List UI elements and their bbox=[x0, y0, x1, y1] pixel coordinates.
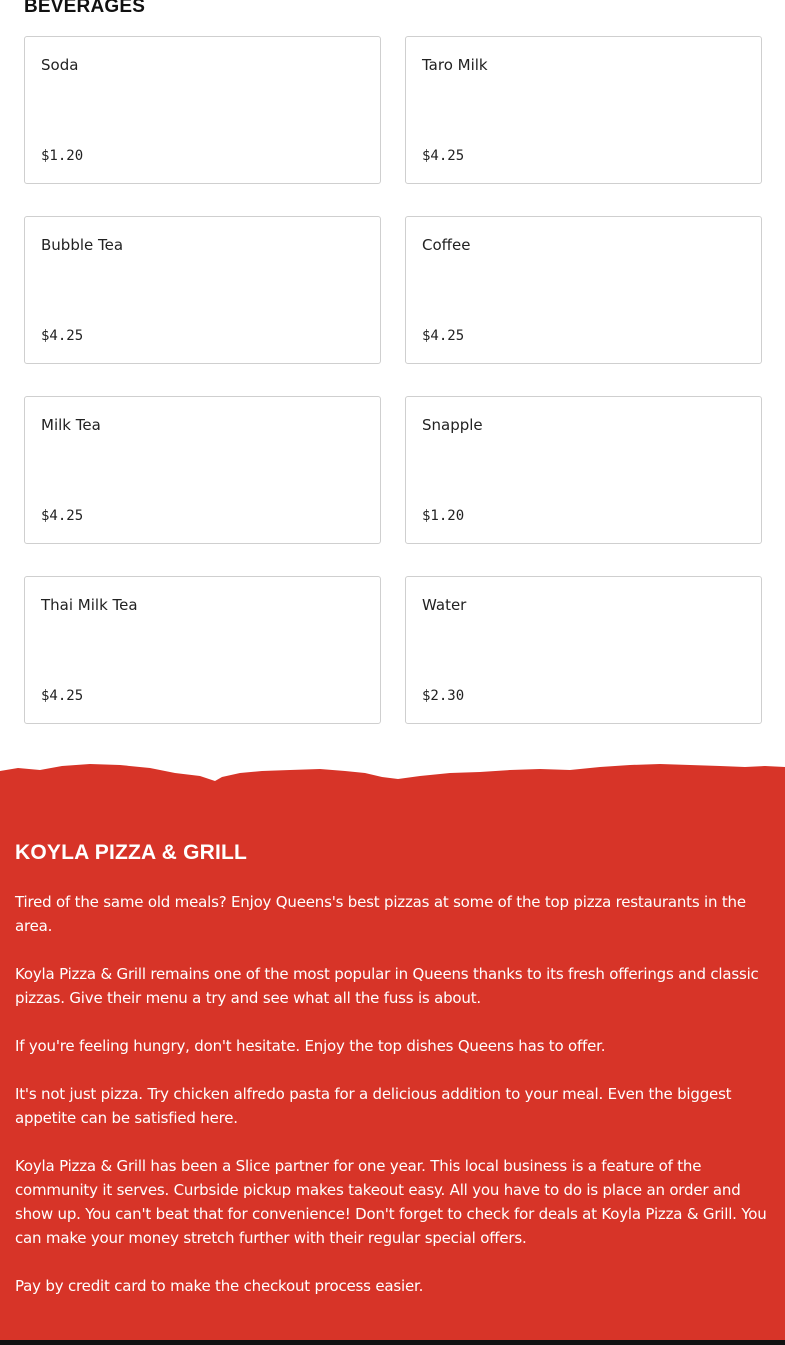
item-name: Thai Milk Tea bbox=[41, 596, 138, 614]
item-price: $4.25 bbox=[41, 508, 84, 524]
menu-item-card[interactable] bbox=[24, 396, 381, 544]
item-price: $2.30 bbox=[422, 688, 465, 704]
menu-item-card[interactable] bbox=[405, 216, 762, 364]
footer-title: KOYLA PIZZA & GRILL bbox=[15, 841, 248, 864]
item-price: $4.25 bbox=[422, 148, 465, 164]
torn-edge-divider bbox=[0, 760, 785, 790]
menu-item-card[interactable] bbox=[405, 576, 762, 724]
item-price: $1.20 bbox=[41, 148, 84, 164]
item-name: Bubble Tea bbox=[41, 236, 124, 254]
item-name: Taro Milk bbox=[422, 56, 488, 74]
item-name: Water bbox=[422, 596, 467, 614]
footer-description bbox=[15, 890, 775, 1322]
item-price: $4.25 bbox=[41, 328, 84, 344]
footer-paragraph: Koyla Pizza & Grill has been a Slice partner for one year. This local business is a feature of the community it serves. Curbside pickup makes takeout easy. All you have to do is place an order and show up. You can't beat that for convenience! Don't forget to check for deals at Koyla Pizza & Grill. You can make your money stretch further with their regular special offers. bbox=[15, 1157, 767, 1247]
item-price: $4.25 bbox=[41, 688, 84, 704]
item-price: $4.25 bbox=[422, 328, 465, 344]
footer-paragraph: Tired of the same old meals? Enjoy Queens's best pizzas at some of the top pizza restaurants in the area. bbox=[15, 893, 746, 935]
item-price: $1.20 bbox=[422, 508, 465, 524]
menu-item-card[interactable] bbox=[24, 576, 381, 724]
item-name: Coffee bbox=[422, 236, 471, 254]
footer-paragraph: Koyla Pizza & Grill remains one of the most popular in Queens thanks to its fresh offerings and classic pizzas. Give their menu a try and see what all the fuss is about. bbox=[15, 965, 759, 1007]
section-title: BEVERAGES bbox=[24, 0, 146, 17]
item-name: Soda bbox=[41, 56, 79, 74]
footer-section bbox=[0, 760, 785, 1345]
item-name: Milk Tea bbox=[41, 416, 101, 434]
bottom-bar bbox=[0, 1340, 785, 1345]
menu-item-card[interactable] bbox=[405, 396, 762, 544]
footer-paragraph: It's not just pizza. Try chicken alfredo pasta for a delicious addition to your meal. Even the biggest appetite can be satisfied here. bbox=[15, 1085, 732, 1127]
menu-item-card[interactable] bbox=[24, 36, 381, 184]
item-name: Snapple bbox=[422, 416, 483, 434]
menu-item-card[interactable] bbox=[24, 216, 381, 364]
menu-item-card[interactable] bbox=[405, 36, 762, 184]
footer-paragraph: Pay by credit card to make the checkout process easier. bbox=[15, 1277, 424, 1295]
footer-paragraph: If you're feeling hungry, don't hesitate. Enjoy the top dishes Queens has to offer. bbox=[15, 1037, 606, 1055]
